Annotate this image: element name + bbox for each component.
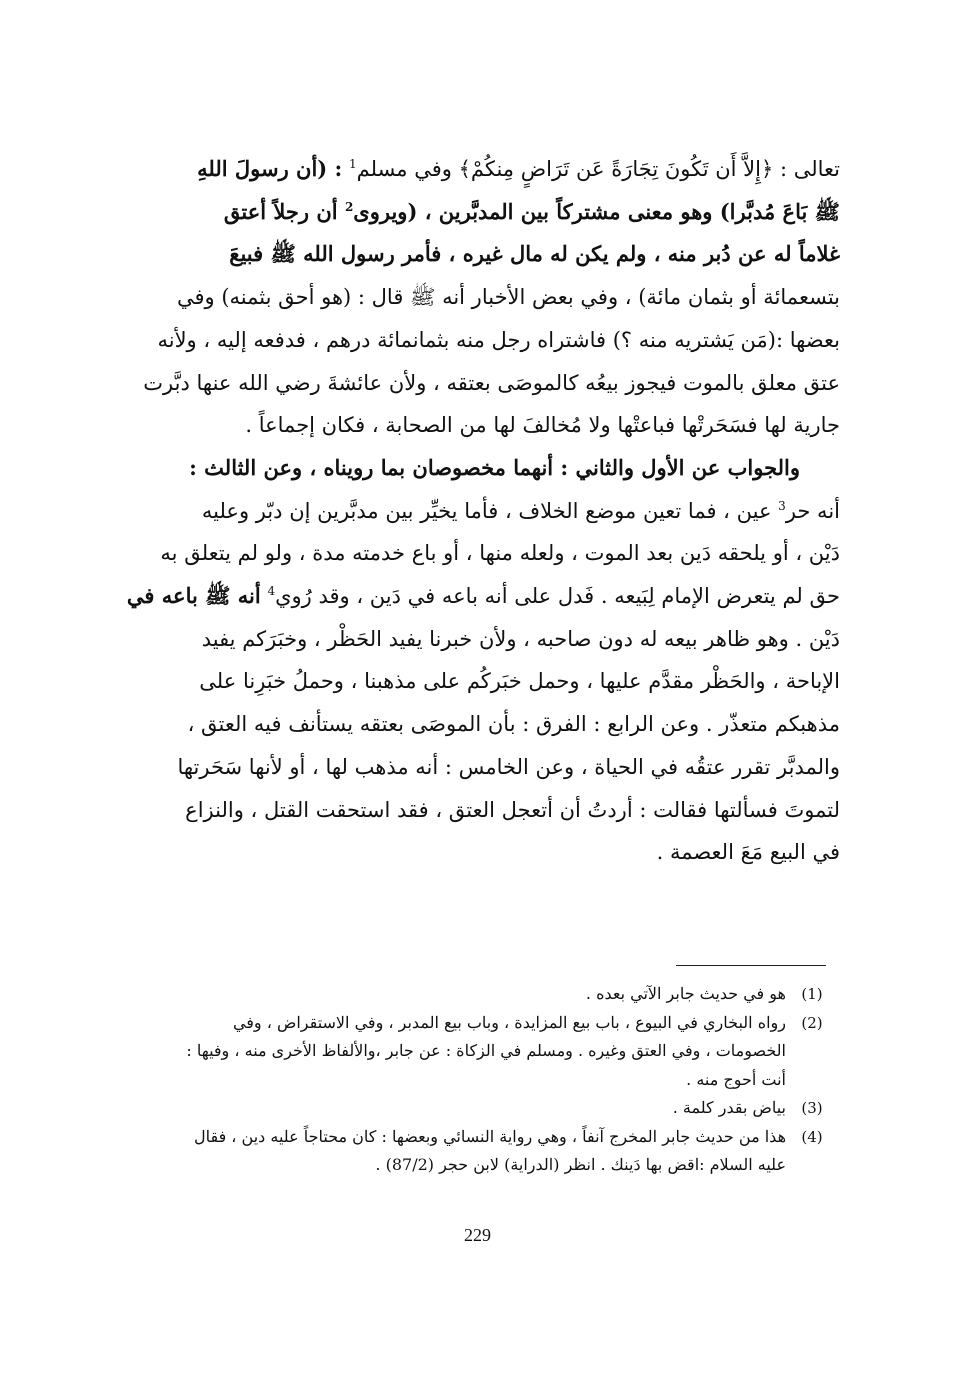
footnote-3: [158, 1094, 828, 1123]
text-line: والجواب عن الأول والثاني : أنهما مخصوصان بما رويناه ، وعن الثالث :: [189, 454, 800, 480]
footnote-line: هو في حديث جابر الآتي بعده .: [585, 984, 786, 1003]
footnote-ref-3: 3: [778, 498, 786, 513]
footnote-ref-1: 1: [349, 157, 357, 171]
text-line: لتموتَ فسألتها فقالت : أردتُ أن أتعجل العتق ، فقد استحقت القتل ، والنزاع: [185, 797, 840, 822]
footnote-line: أنت أحوج منه .: [686, 1069, 786, 1089]
text-line: ﷺ بَاعَ مُدبَّرا) وهو معنى مشتركاً بين المدبَّرين ، (ويروى$^2$ أن رجلاً أعتق: [223, 198, 840, 224]
footnote-number: (2): [801, 1013, 823, 1032]
footnote-ref-2: 2: [344, 199, 354, 214]
text-line: جارية لها فسَحَرتْها فباعتْها ولا مُخالفَ لها من الصحابة ، فكان إجماعاً .: [245, 413, 840, 438]
footnote-line: بياض بقدر كلمة .: [672, 1098, 786, 1117]
footnote-line: عليه السلام :اقض بها دَينك . انظر (الدراية) لابن حجر (87/2) .: [375, 1155, 786, 1174]
text-line: حق لم يتعرض الإمام لِبَيعه . فَدل على أنه باعه في دَين ، وقد رُوي$^4$ أنه ﷺ باعه في: [126, 583, 840, 609]
text-line: دَيْن ، أو يلحقه دَين بعد الموت ، ولعله منها ، أو باع خدمته مدة ، ولو لم يتعلق به: [160, 541, 840, 566]
text-line: بعضها :(مَن يَشتريه منه ؟) فاشتراه رجل منه بثمانمائة درهم ، فدفعه إليه ، ولأنه: [157, 327, 840, 352]
paragraph-2: [126, 447, 840, 874]
footnote-line: هذا من حديث جابر المخرج آنفاً ، وهي رواية النسائي وبعضها : كان محتاجاً عليه دين ، فقال: [193, 1126, 786, 1146]
footnote-number: (3): [801, 1099, 823, 1117]
text-line: دَيْن . وهو ظاهر بيعه له دون صاحبه ، ولأن خبرنا يفيد الحَظْر ، وخبَرَكم يفيد: [201, 626, 840, 651]
footnote-number: (4): [801, 1127, 823, 1146]
footnotes: [158, 980, 828, 1180]
page-number: 229: [464, 1225, 491, 1245]
paragraph-1: [143, 148, 840, 447]
text-line: أنه حر$^3$ عين ، فما تعين موضع الخلاف ، فأما يخيِّر بين مدبَّرين إن دبّر وعليه: [201, 498, 840, 523]
footnote-4: [158, 1123, 828, 1180]
footnote-2: [158, 1009, 828, 1095]
footnote-1: [158, 980, 828, 1009]
text-line: تعالى : ﴿إِلاَّ أَن تَكُونَ تِجَارَةً عَن تَرَاضٍ مِنكُمْ﴾ وفي مسلم$^1$ : (أن رسولَ اللهِ: [197, 156, 840, 181]
text-line: عتق معلق بالموت فيجوز بيعُه كالموصَى بعتقه ، ولأن عائشةَ رضي الله عنها دبَّرت: [143, 370, 840, 395]
footnote-line: رواه البخاري في البيوع ، باب بيع المزايدة ، وباب بيع المدبر ، وفي الاستقراض ، وفي: [232, 1012, 786, 1032]
text-line: غلاماً له عن دُبر منه ، ولم يكن له مال غيره ، فأمر رسول الله ﷺ فبيعَ: [229, 241, 840, 267]
footnote-line: الخصومات ، وفي العتق وغيره . ومسلم في الزكاة : عن جابر ،والألفاظ الأخرى منه ، وفيها :: [186, 1041, 786, 1060]
footnote-number: (1): [801, 985, 823, 1003]
text-line: بتسعمائة أو بثمان مائة) ، وفي بعض الأخبار أنه ﷺ قال : (هو أحق بثمنه) وفي: [176, 285, 840, 310]
footnote-separator: [676, 965, 826, 966]
main-text-block: [126, 148, 840, 874]
text-line: مذهبكم متعذّر . وعن الرابع : الفرق : بأن الموصَى بعتقه يستأنف فيه العتق ،: [187, 712, 840, 737]
text-line: والمدبَّر تقرر عتقُه في الحياة ، وعن الخامس : أنه مذهب لها ، أو لأنها سَحَرتها: [177, 754, 840, 779]
footnote-ref-4: 4: [267, 584, 276, 599]
text-line: في البيع مَعَ العصمة .: [656, 840, 840, 865]
text-line: الإباحة ، والحَظْر مقدَّم عليها ، وحمل خبَركُم على مذهبنا ، وحملُ خبَرِنا على: [199, 669, 840, 694]
